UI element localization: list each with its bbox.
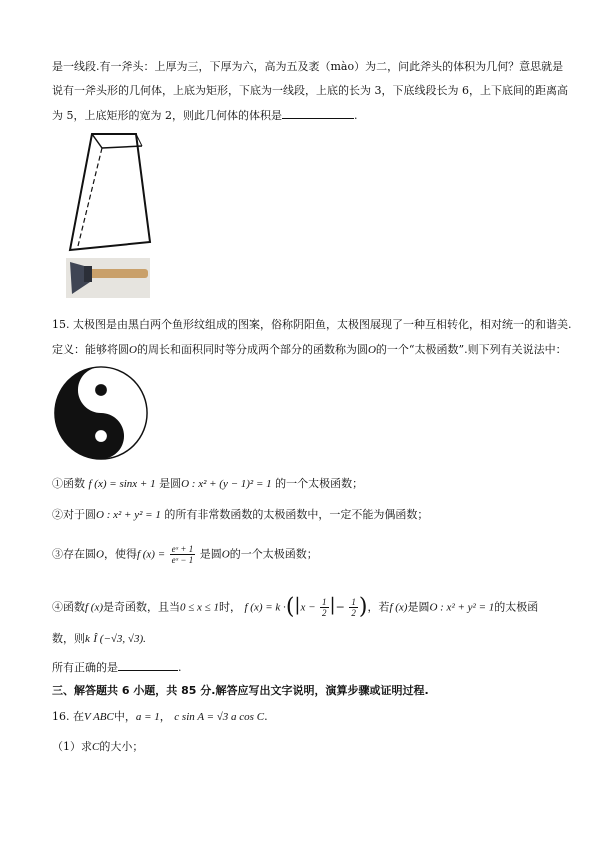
s4-text4: 是圆 bbox=[407, 600, 430, 614]
condition-a: a = 1 bbox=[135, 711, 160, 723]
p14-line3-text: 为 5，上底矩形的宽为 2，则此几何体的体积是 bbox=[52, 109, 282, 122]
abs-bar: | bbox=[329, 594, 336, 616]
statement-4 bbox=[52, 594, 539, 620]
p16-dot: . bbox=[264, 710, 268, 723]
angle-C: C bbox=[92, 741, 100, 753]
statement-3 bbox=[52, 544, 318, 565]
p15-line2 bbox=[52, 343, 567, 357]
p15-line1: 15. 太极图是由黑白两个鱼形纹组成的图案，俗称阴阳鱼，太极图展现了一种互相转化，相对统一的和谐美. bbox=[52, 318, 572, 331]
s2-prefix: ②对于圆 bbox=[52, 508, 96, 521]
p14-line3 bbox=[52, 108, 358, 123]
ask-end: . bbox=[178, 661, 182, 674]
circle-O: O bbox=[129, 344, 137, 356]
circle-O: O bbox=[367, 344, 376, 356]
p14-line1: 是一线段.有一斧头：上厚为三，下厚为六，高为五及袤（mào）为二，问此斧头的体积为几何？意思就是 bbox=[52, 60, 564, 73]
s4-cont-prefix: 数，则 bbox=[52, 632, 85, 645]
section-heading: 三、解答题共 6 小题，共 85 分.解答应写出文字说明，演算步骤或证明过程. bbox=[52, 684, 429, 697]
statement-1 bbox=[52, 477, 363, 491]
s1-mid: 是圆 bbox=[159, 477, 182, 490]
half-num: 1 bbox=[351, 597, 356, 607]
p15-question bbox=[52, 660, 182, 675]
p14-line3-end: . bbox=[354, 109, 358, 122]
circle-O: O bbox=[221, 548, 230, 561]
half-num: 1 bbox=[322, 597, 327, 607]
condition-c: c sin A = √3 a cos C bbox=[174, 711, 265, 723]
s3-function: f (x) = bbox=[136, 548, 166, 561]
s2-suffix: 的所有非常数函数的太极函数中，一定不能为偶函数； bbox=[164, 508, 429, 521]
s3-numerator: eˣ + 1 bbox=[171, 544, 194, 554]
s4-half-2 bbox=[349, 597, 358, 618]
p15-text-b: 的周长和面积同时等分成两个部分的函数称为圆 bbox=[136, 343, 368, 356]
s1-circle-eq: O : x² + (y − 1)² = 1 bbox=[181, 478, 272, 490]
s4-text: 是奇函数，且当 bbox=[103, 600, 181, 614]
abs-bar: | bbox=[294, 594, 301, 616]
axe-solid-figure bbox=[64, 128, 156, 252]
axe-photo bbox=[66, 258, 150, 298]
s2-circle-eq: O : x² + y² = 1 bbox=[96, 509, 161, 521]
p14-line2: 说有一斧头形的几何体，上底为矩形，下底为一线段，上底的长为 3，下底线段长为 6，上下底间的距离高 bbox=[52, 84, 568, 97]
part1-suffix: 的大小； bbox=[99, 740, 144, 753]
answer-blank-14 bbox=[282, 108, 354, 119]
s4-function: f (x) bbox=[389, 601, 408, 614]
answer-blank-15 bbox=[118, 660, 178, 671]
half-den: 2 bbox=[322, 608, 327, 618]
paren-close: ) bbox=[358, 594, 368, 620]
s4-inner: x − bbox=[300, 601, 316, 614]
s1-function: f (x) = sinx + 1 bbox=[88, 478, 156, 490]
k-variable: k bbox=[85, 633, 90, 645]
statement-4-cont bbox=[52, 632, 146, 646]
statement-2 bbox=[52, 508, 428, 522]
s4-text2: 时， bbox=[218, 600, 241, 614]
p15-text-a: 定义：能够将圆 bbox=[52, 343, 129, 356]
triangle-ABC: V ABC bbox=[84, 711, 114, 723]
paren-open: ( bbox=[285, 594, 295, 620]
taiji-icon bbox=[52, 364, 150, 462]
s4-half-1 bbox=[320, 597, 329, 618]
ask-text: 所有正确的是 bbox=[52, 661, 118, 674]
s3-mid: ，使得 bbox=[103, 547, 137, 561]
p16-mid: 中， bbox=[113, 710, 136, 723]
s1-prefix: ①函数 bbox=[52, 477, 85, 490]
s3-suffix: 的一个太极函数； bbox=[229, 547, 318, 561]
s3-denominator: eˣ − 1 bbox=[171, 555, 194, 565]
s4-circle-eq: O : x² + y² = 1 bbox=[429, 601, 495, 614]
s4-minus: − bbox=[335, 600, 345, 614]
p16-part1 bbox=[52, 740, 143, 754]
s3-prefix: ③存在圆 bbox=[52, 547, 96, 561]
p15-text-c: 的一个“太极函数”.则下列有关说法中： bbox=[375, 343, 567, 356]
half-den: 2 bbox=[351, 608, 356, 618]
k-range: Î (−√3, √3). bbox=[93, 633, 146, 645]
s4-function: f (x) bbox=[85, 601, 104, 614]
s4-tail: 的太极函 bbox=[494, 600, 539, 614]
s1-suffix: 的一个太极函数； bbox=[275, 477, 364, 490]
part1-prefix: （1）求 bbox=[52, 740, 92, 753]
s4-prefix: ④函数 bbox=[52, 600, 85, 614]
p16-line1 bbox=[52, 710, 268, 724]
s3-mid2: 是圆 bbox=[199, 547, 222, 561]
s3-fraction bbox=[170, 544, 196, 565]
p16-prefix: 16. 在 bbox=[52, 710, 84, 723]
s4-definition: f (x) = k · bbox=[244, 601, 286, 614]
s4-text3: ，若 bbox=[367, 600, 390, 614]
s4-condition: 0 ≤ x ≤ 1 bbox=[180, 601, 219, 614]
circle-O: O bbox=[96, 548, 104, 561]
p16-sep: ， bbox=[159, 710, 171, 723]
